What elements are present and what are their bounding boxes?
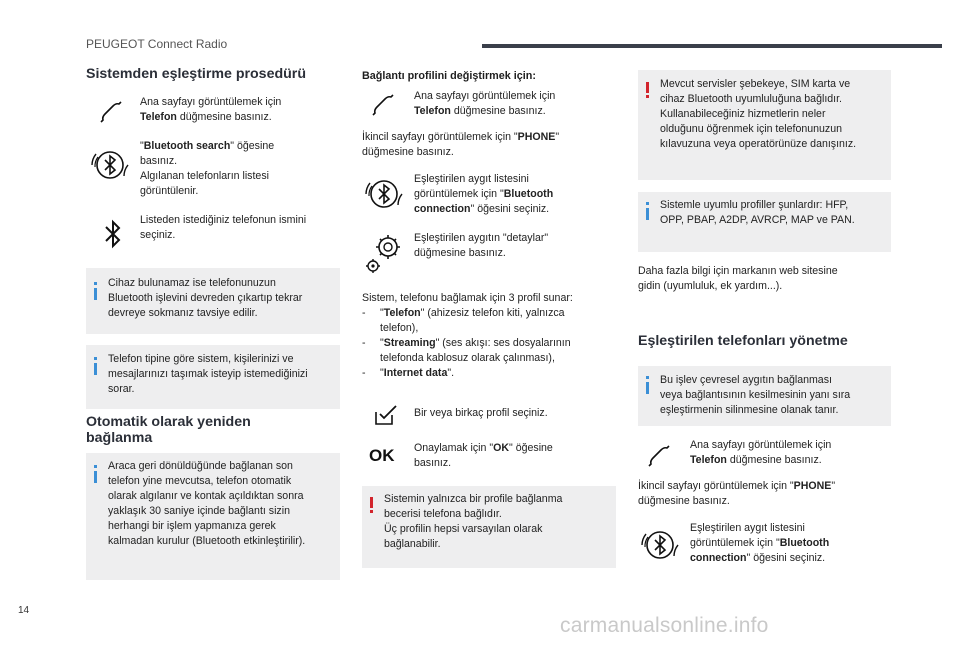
col2-step1-text: Ana sayfayı görüntülemek için Telefon düğmesine basınız. [414,90,556,117]
bluetooth-connection-icon [362,172,406,216]
col3-step1-text: Ana sayfayı görüntülemek için Telefon düğmesine basınız. [690,439,832,466]
heading-auto-reconnect: Otomatik olarak yeniden bağlanma [86,414,251,446]
phone-handset-icon [646,443,672,469]
bluetooth-search-icon [88,143,132,187]
bluetooth-icon [103,218,123,250]
col3-para-phone: İkincil sayfayı görüntülemek için "PHONE" düğmesine basınız. [638,480,836,507]
info-box-compatible-profiles: Sistemle uyumlu profiller şunlardır: HFP, OPP, PBAP, A2DP, AVRCP, MAP ve PAN. [638,192,891,252]
ok-icon: OK [369,446,395,465]
header-bar [482,44,942,48]
watermark: carmanualsonline.info [560,614,769,637]
col2-step5-text: Onaylamak için "OK" öğesine basınız. [414,442,553,469]
col1-step2-text: "Bluetooth search" öğesine basınız. Algılanan telefonların listesi görüntülenir. [140,140,275,197]
col3-step2-text: Eşleştirilen aygıt listesini görüntülemek için "Bluetooth connection" öğesini seçiniz. [690,522,830,564]
checkbox-icon [373,403,399,427]
info-box-device-not-found: Cihaz bulunamaz ise telefonunuzun Bluetooth işlevini devreden çıkartıp tekrar devreye sokmanız tavsiye edilir. [86,268,340,334]
warning-box-services: Mevcut servisler şebekeye, SIM karta ve cihaz Bluetooth uyumluluğuna bağlıdır. Kullanabileceğiniz hizmetlerin neler olduğunu öğrenmek için telefonunuzun kılavuzuna veya operatörünüze danışınız. [638,70,891,180]
heading-manage-paired-phones: Eşleştirilen telefonları yönetme [638,333,848,349]
col2-para-profiles: Sistem, telefonu bağlamak için 3 profil sunar: - "Telefon" (ahizesiz telefon kiti, yalnızca telefon), - "Streaming" (ses akışı: ses dosyalarının telefonda kablosuz olarak çalınması), - "Internet data". [362,292,573,379]
col2-step2-text: Eşleştirilen aygıt listesini görüntülemek için "Bluetooth connection" öğesini seçiniz. [414,173,554,215]
info-box-auto-reconnect: Araca geri dönüldüğünde bağlanan son telefon yine mevcutsa, telefon otomatik olarak algılanır ve kontak açıldıktan sonra yaklaşık 30 saniye içinde bağlantı sizin herhangi bir işlem yapmanıza gerek kalmadan kurulur (Bluetooth etkinleştirilir). [86,453,340,580]
info-box-contacts-transfer: Telefon tipine göre sistem, kişilerinizi ve mesajlarınızı taşımak isteyip istemediğinizi sorar. [86,345,340,409]
phone-handset-icon [370,92,396,118]
col2-step4-text: Bir veya birkaç profil seçiniz. [414,407,548,419]
col1-step1-text: Ana sayfayı görüntülemek için Telefon düğmesine basınız. [140,96,282,123]
col3-para-website: Daha fazla bilgi için markanın web sitesine gidin (uyumluluk, ek yardım...). [638,265,838,292]
col2-step3-text: Eşleştirilen aygıtın "detaylar" düğmesine basınız. [414,232,549,259]
phone-handset-icon [98,99,124,125]
warning-box-profile: Sistemin yalnızca bir profile bağlanma becerisi telefona bağlıdır. Üç profilin hepsi varsayılan olarak bağlanabilir. [362,486,616,568]
heading-pairing-procedure: Sistemden eşleştirme prosedürü [86,66,306,82]
page-number: 14 [18,605,30,616]
col2-para-phone: İkincil sayfayı görüntülemek için "PHONE" düğmesine basınız. [362,131,560,158]
info-box-manage: Bu işlev çevresel aygıtın bağlanması veya bağlantısının kesilmesinin yanı sıra eşleştirmenin silinmesine olanak tanır. [638,366,891,426]
bluetooth-connection-icon [638,523,682,567]
details-gear-icon [364,228,408,276]
col1-step3-text: Listeden istediğiniz telefonun ismini seçiniz. [140,214,307,241]
heading-change-profile: Bağlantı profilini değiştirmek için: [362,70,536,82]
manual-header-title: PEUGEOT Connect Radio [86,37,228,51]
